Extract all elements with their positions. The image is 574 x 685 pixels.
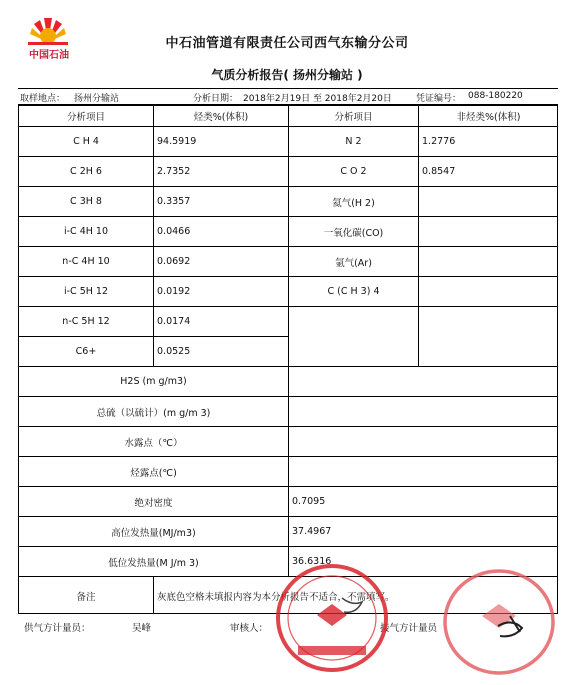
prop-label: 高位发热量(MJ/m3) [18,516,288,546]
prop-value [288,366,558,396]
remark-label: 备注 [18,576,153,614]
supplier-name: 吴峰 [132,623,152,634]
row-item: C 2H 6 [18,156,153,186]
row-value: 0.0692 [153,246,288,276]
prop-label: 低位发热量(M J/m 3) [18,546,288,576]
row-item: i-C 5H 12 [18,276,153,306]
row-value2: 0.8547 [418,156,558,186]
prop-label: 绝对密度 [18,486,288,516]
prop-value [288,426,558,456]
prop-value [288,396,558,426]
prop-value: 36.6316 [288,546,558,576]
row-value: 0.0192 [153,276,288,306]
row-item2: 一氧化碳(CO) [288,216,418,246]
supplier-label: 供气方计量员： [24,623,91,634]
row-value2 [418,246,558,276]
date-value: 2018年2月19日 至 2018年2月20日 [243,94,392,104]
row-value2-empty [418,306,558,366]
row-item2: C O 2 [288,156,418,186]
company-name: 中石油管道有限责任公司西气东输分公司 [165,36,409,51]
header-item: 分析项目 [18,104,153,126]
row-value2 [418,186,558,216]
row-item: i-C 4H 10 [18,216,153,246]
row-item2: 氩气(Ar) [288,246,418,276]
reviewer-label: 审核人： [230,623,269,634]
row-item: C H 4 [18,126,153,156]
site-label: 取样地点： [20,94,66,104]
prop-value [288,456,558,486]
header-hydrocarbon: 烃类%(体积) [153,104,288,126]
row-value: 0.0466 [153,216,288,246]
remark-value: 灰底色空格未填报内容为本分析报告不适合，不需填写。 [153,576,558,614]
header-nonhydrocarbon: 非烃类%(体积) [418,104,558,126]
date-label: 分析日期： [193,94,239,104]
row-value: 0.0174 [153,306,288,336]
cert-label: 凭证编号： [416,94,462,104]
header-item2: 分析项目 [288,104,418,126]
prop-label: H2S (m g/m3) [18,366,288,396]
cert-value: 088-180220 [468,91,523,101]
prop-label: 水露点（℃） [18,426,288,456]
prop-value: 0.7095 [288,486,558,516]
prop-label: 总硫（以硫计）(m g/m 3) [18,396,288,426]
row-value: 0.0525 [153,336,288,366]
row-item: n-C 5H 12 [18,306,153,336]
row-item2: N 2 [288,126,418,156]
row-value2: 1.2776 [418,126,558,156]
row-item2: 氦气(H 2) [288,186,418,216]
row-value: 94.5919 [153,126,288,156]
row-value2 [418,276,558,306]
receiver-label: 接气方计量员 [380,623,438,634]
row-item2: C (C H 3) 4 [288,276,418,306]
row-value: 2.7352 [153,156,288,186]
row-item: n-C 4H 10 [18,246,153,276]
row-value2 [418,216,558,246]
row-item: C6+ [18,336,153,366]
site-value: 扬州分输站 [74,94,120,104]
row-value: 0.3357 [153,186,288,216]
prop-label: 烃露点(℃) [18,456,288,486]
row-item2-empty [288,306,418,366]
prop-value: 37.4967 [288,516,558,546]
report-title: 气质分析报告( 扬州分输站 ) [211,68,363,82]
logo-text: 中国石油 [29,50,69,61]
row-item: C 3H 8 [18,186,153,216]
